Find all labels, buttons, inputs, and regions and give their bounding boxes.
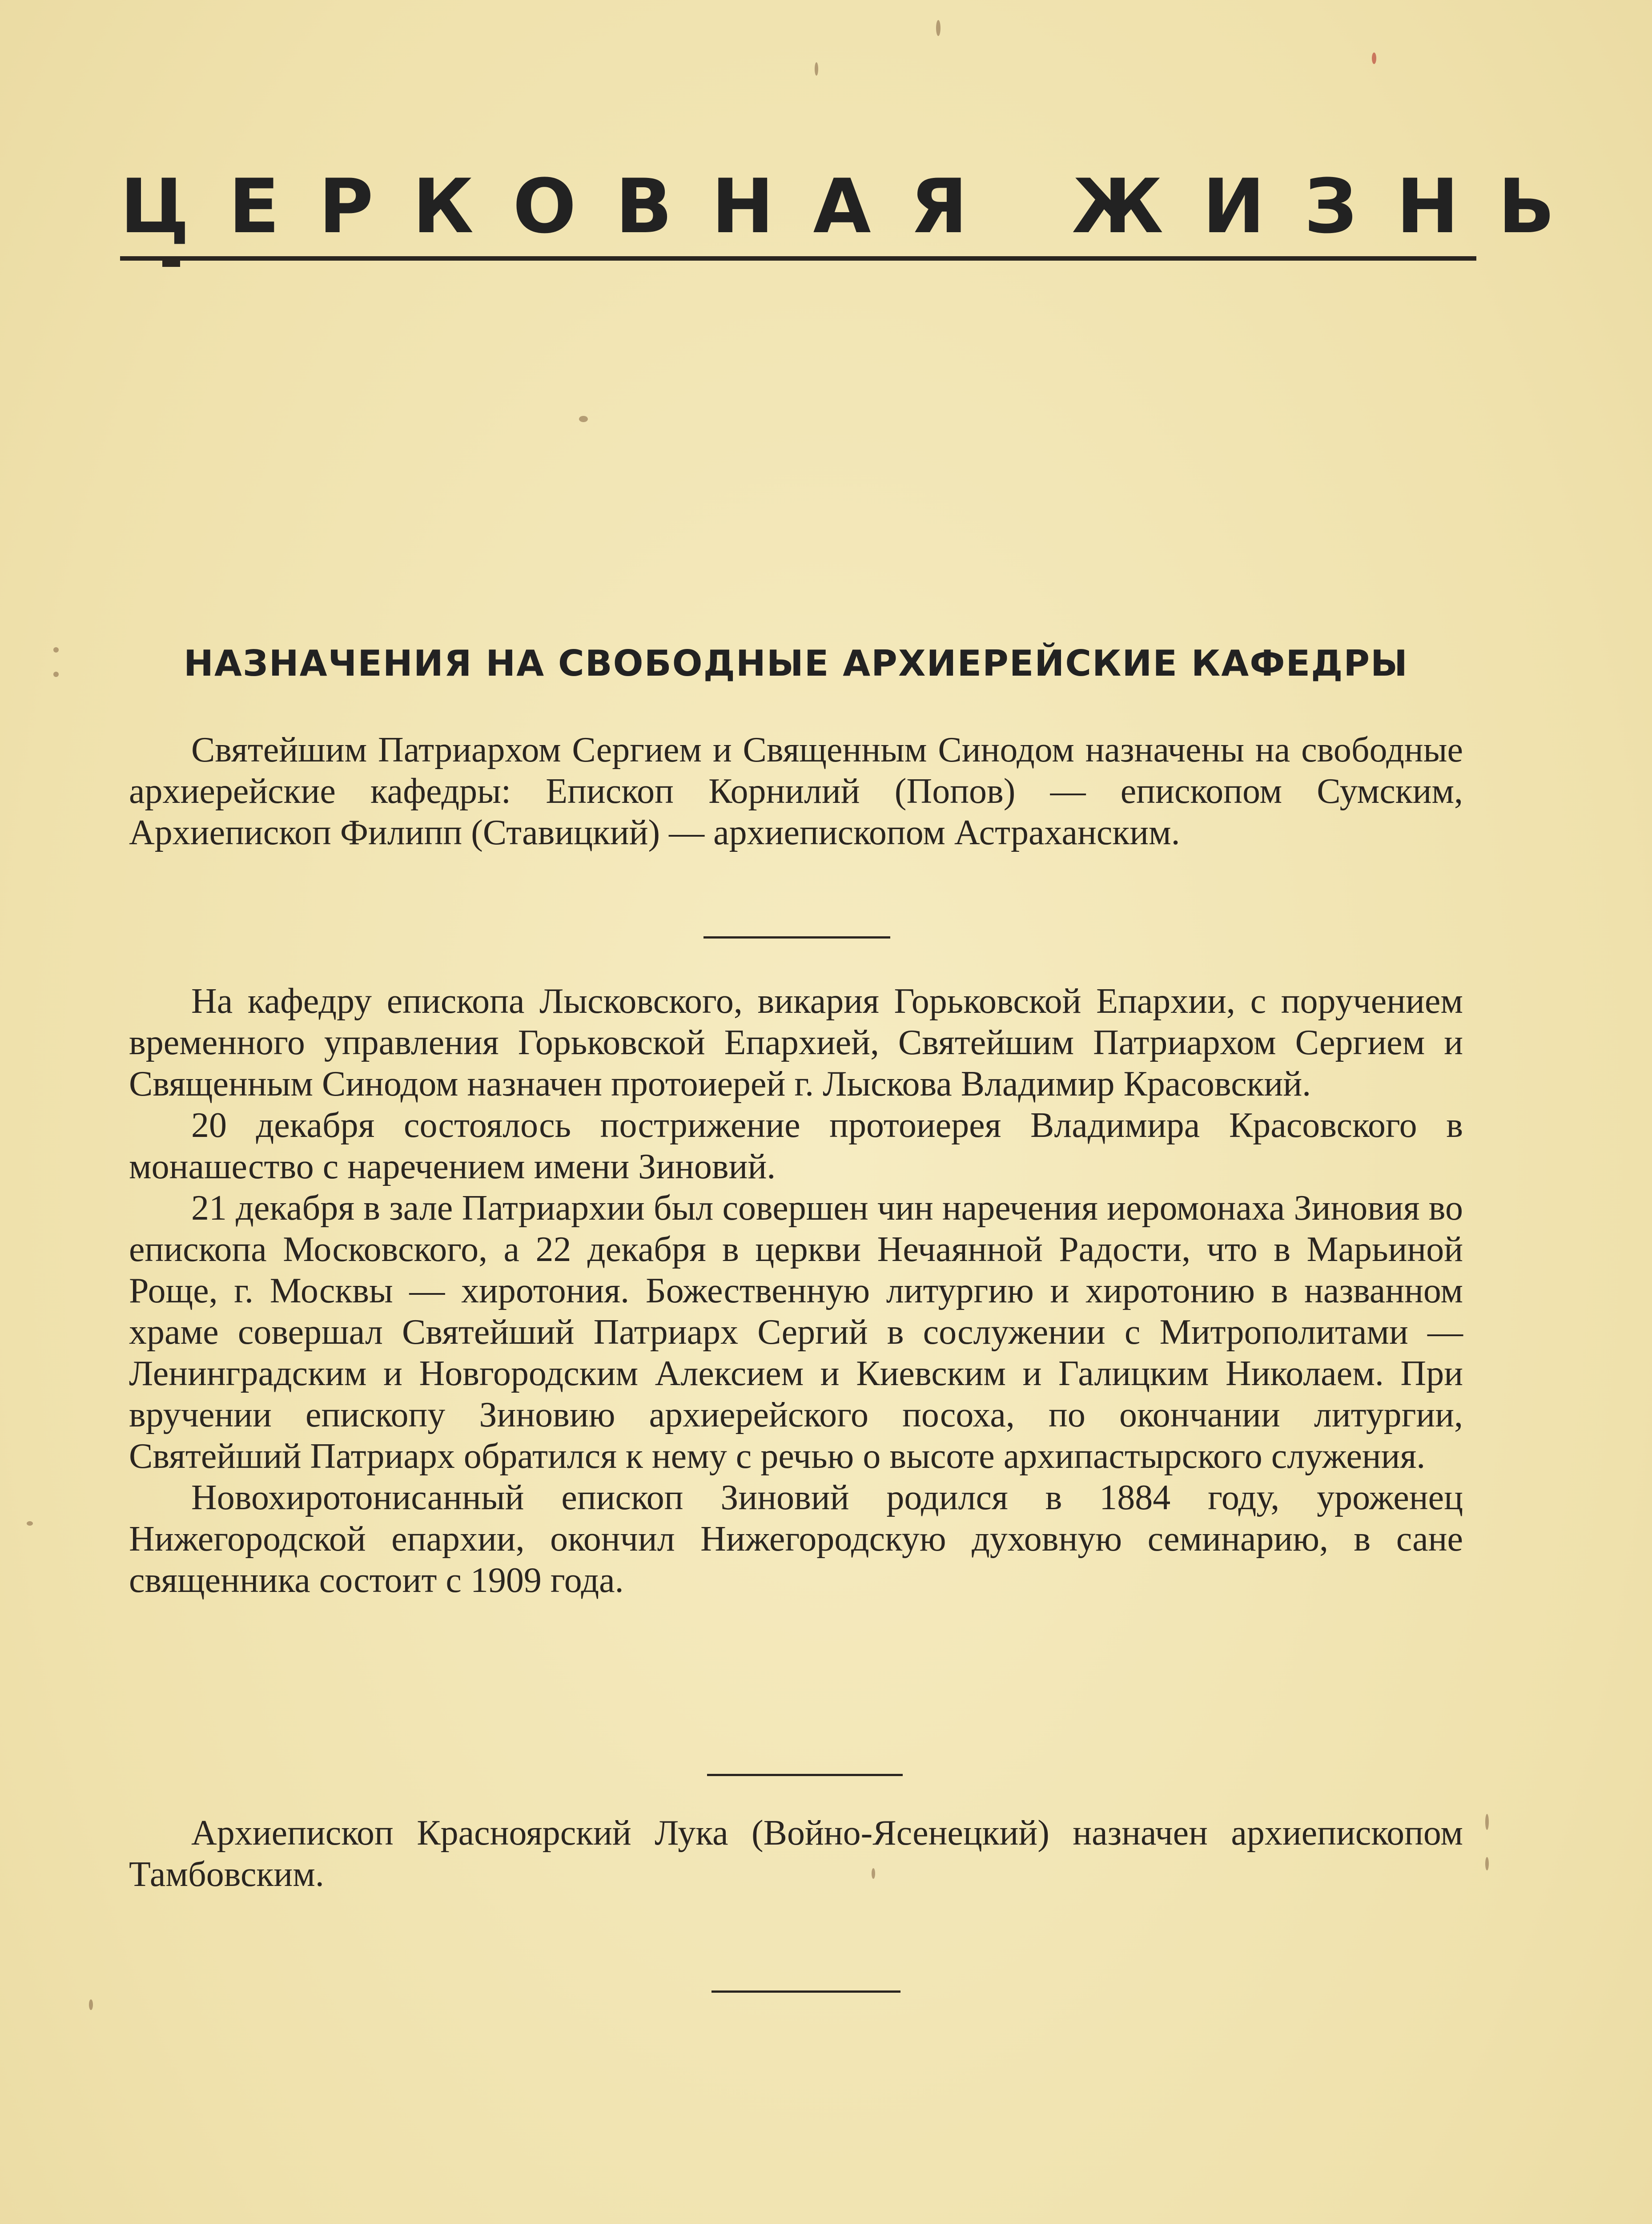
appointment-section-1: [129, 729, 1463, 854]
paragraph: Новохиротонисанный епископ Зиновий родился в 1884 году, уроженец Нижегородской епархии, окончил Нижегородскую духовную семинарию, в сане священника состоит с 1909 года.: [129, 1478, 1463, 1600]
paragraph: На кафедру епископа Лысковского, викария Горьковской Епархии, с поручением временного управления Горьковской Епархией, Святейшим Патриархом Сергием и Священным Синодом назначен протоиерей г. Лыскова Владимир Красовский.: [129, 982, 1463, 1104]
appointment-section-3: [129, 1813, 1463, 1895]
article-heading: НАЗНАЧЕНИЯ НА СВОБОДНЫЕ АРХИЕРЕЙСКИЕ КАФЕДРЫ: [184, 643, 1408, 684]
separator-2: [707, 1774, 903, 1776]
section-header: [120, 163, 1594, 261]
paragraph: 21 декабря в зале Патриархии был совершен чин наречения иеромонаха Зиновия во епископа Московского, а 22 декабря в церкви Нечаянной Радости, что в Марьиной Роще, г. Москвы — хиротония. Божественную литургию и хиротонию в названном храме совершал Святейший Патриарх Сергий в сослужении с Митрополитами — Ленинградским и Новгородским Алексием и Киевским и Галицким Николаем. При вручении епископу Зиновию архиерейского посоха, по окончании литургии, Святейший Патриарх обратился к нему с речью о высоте архипастырского служения.: [129, 1189, 1463, 1476]
appointment-section-2: [129, 981, 1463, 1601]
separator-1: [703, 936, 890, 939]
paragraph: Святейшим Патриархом Сергием и Священным Синодом назначены на свободные архиерейские кафедры: Епископ Корнилий (Попов) — епископом Сумским, Архиепископ Филипп (Ставицкий) — архиепископом Астраханским.: [129, 730, 1463, 852]
separator-3: [711, 1990, 900, 1993]
header-rule: [120, 256, 1476, 261]
paragraph: 20 декабря состоялось пострижение протоиерея Владимира Красовского в монашество с наречением имени Зиновий.: [129, 1106, 1463, 1186]
paragraph: Архиепископ Красноярский Лука (Войно-Ясенецкий) назначен архиепископом Тамбовским.: [129, 1813, 1463, 1894]
header-rule-tick: [162, 256, 180, 267]
header-title: ЦЕРКОВНАЯ ЖИЗНЬ: [120, 163, 1594, 250]
